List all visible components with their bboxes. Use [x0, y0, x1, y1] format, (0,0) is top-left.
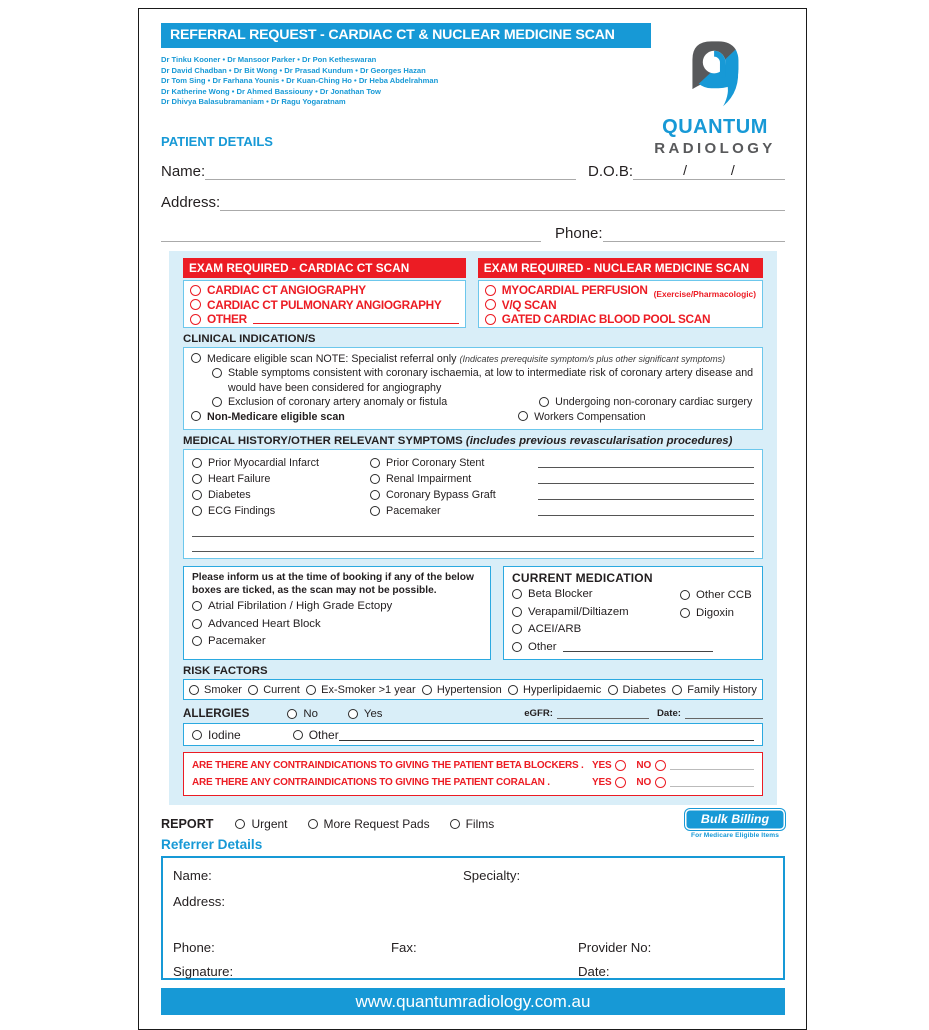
booking-medication-row: [183, 566, 763, 660]
name-label: Name:: [161, 162, 206, 180]
radio-beta-blockers-no[interactable]: [655, 760, 666, 771]
exam-cardiac-ct-section: [183, 258, 466, 328]
radio-renal-impairment[interactable]: [370, 474, 380, 484]
radio-other-ccb[interactable]: [680, 590, 690, 600]
option-label: Non-Medicare eligible scan: [207, 410, 345, 423]
radio-coralan-no[interactable]: [655, 777, 666, 788]
clinical-split-row2: [191, 410, 755, 425]
radio-workers-compensation[interactable]: [518, 411, 528, 421]
radio-coralan-yes[interactable]: [615, 777, 626, 788]
radio-hypertension[interactable]: [422, 685, 432, 695]
contraindication-coralan-row: [192, 774, 754, 791]
option-cardiac-ct-pulmonary-angiography: [190, 298, 459, 313]
option-label: Iodine: [208, 727, 241, 742]
option-label: Workers Compensation: [534, 410, 646, 423]
contra-question: ARE THERE ANY CONTRAINDICATIONS TO GIVING THE PATIENT CORALAN .: [192, 777, 550, 789]
current-medication-heading: CURRENT MEDICATION: [512, 571, 653, 586]
option-ct-other: [190, 312, 459, 327]
doctor-line: Dr Tom Sing • Dr Farhana Younis • Dr Kuan-Ching Ho • Dr Heba Abdelrahman: [161, 76, 439, 86]
allergies-box: [183, 723, 763, 746]
option-label: CARDIAC CT ANGIOGRAPHY: [207, 283, 366, 298]
ct-other-field[interactable]: [253, 314, 459, 324]
radio-atrial-fibrilation[interactable]: [192, 601, 202, 611]
history-notes-field-wide[interactable]: [192, 537, 754, 552]
option-label: Prior Myocardial Infarct: [208, 457, 320, 470]
option-gated-cardiac-blood-pool: [485, 312, 756, 327]
doctor-line: Dr Katherine Wong • Dr Ahmed Bassiouny • Dr Jonathan Tow: [161, 86, 381, 96]
contra-notes-field[interactable]: [670, 761, 754, 770]
history-notes-field-wide[interactable]: [192, 524, 754, 537]
option-label: Undergoing non-coronary cardiac surgery: [555, 396, 753, 409]
referrer-signature-label: Signature:: [173, 964, 234, 980]
radio-digoxin[interactable]: [680, 608, 690, 618]
egfr-date-label: Date:: [657, 708, 681, 720]
referrer-address-label: Address:: [173, 894, 226, 910]
option-label: Atrial Fibrilation / High Grade Ectopy: [208, 600, 393, 613]
radio-acei-arb[interactable]: [512, 624, 522, 634]
no-label: NO: [636, 760, 652, 772]
option-myocardial-perfusion: [485, 283, 756, 298]
contraindications-box: [183, 752, 763, 796]
radio-cardiac-ct-pulmonary-angiography[interactable]: [190, 299, 201, 310]
radio-diabetes-risk[interactable]: [608, 685, 618, 695]
form-title: REFERRAL REQUEST - CARDIAC CT & NUCLEAR MEDICINE SCAN: [161, 23, 651, 48]
history-heading-text: MEDICAL HISTORY/OTHER RELEVANT SYMPTOMS: [183, 435, 463, 448]
logo-wordmark: QUANTUM: [662, 116, 768, 138]
website-footer-bar: www.quantumradiology.com.au: [161, 988, 785, 1015]
referrer-date-label: Date:: [578, 964, 610, 980]
option-label: Beta Blocker: [528, 588, 593, 601]
report-heading: REPORT: [161, 817, 214, 832]
referrer-details-heading: Referrer Details: [161, 837, 263, 853]
radio-medicare-eligible[interactable]: [191, 353, 201, 363]
option-label: Prior Coronary Stent: [386, 457, 485, 470]
radio-ct-other[interactable]: [190, 314, 201, 325]
address-label: Address:: [161, 193, 221, 211]
radio-beta-blockers-yes[interactable]: [615, 760, 626, 771]
risk-factors-box: [183, 679, 763, 700]
radio-films[interactable]: [450, 819, 460, 829]
logo-subtitle: RADIOLOGY: [654, 140, 776, 157]
option-label: More Request Pads: [323, 817, 430, 832]
patient-name-row: [161, 158, 785, 180]
option-label: V/Q SCAN: [501, 297, 557, 312]
option-cardiac-ct-angiography: [190, 283, 459, 298]
radio-allergies-yes[interactable]: [348, 709, 358, 719]
option-label: GATED CARDIAC BLOOD POOL SCAN: [501, 312, 711, 327]
radio-current-smoker[interactable]: [248, 685, 258, 695]
radio-myocardial-perfusion[interactable]: [485, 285, 496, 296]
option-label: Other CCB: [696, 589, 752, 602]
option-label: Family History: [687, 683, 757, 696]
option-label: Renal Impairment: [386, 473, 472, 486]
phone-label: Phone:: [555, 224, 603, 242]
radio-medication-other[interactable]: [512, 642, 522, 652]
radio-pacemaker-history[interactable]: [370, 506, 380, 516]
yes-label: YES: [592, 760, 612, 772]
radio-urgent[interactable]: [235, 819, 245, 829]
egfr-field[interactable]: [557, 709, 649, 719]
exam-ct-header: EXAM REQUIRED - CARDIAC CT SCAN: [183, 258, 466, 278]
radio-allergy-other[interactable]: [293, 730, 303, 740]
clinical-indications-heading: CLINICAL INDICATION/S: [183, 332, 316, 345]
option-label: Pacemaker: [386, 505, 441, 518]
option-label: Coronary Bypass Graft: [386, 489, 496, 502]
logo-q-icon: [686, 96, 744, 113]
referrer-details-box[interactable]: [161, 856, 785, 980]
option-label: MYOCARDIAL PERFUSION: [501, 283, 648, 298]
stable-line1: Stable symptoms consistent with coronary ischaemia, at low to intermediate risk of coronary artery disease and: [228, 367, 754, 380]
radio-diabetes-history[interactable]: [192, 490, 202, 500]
exam-required-row: [183, 258, 763, 328]
radio-smoker[interactable]: [189, 685, 199, 695]
radio-more-request-pads[interactable]: [308, 819, 318, 829]
medicare-note: (Indicates prerequisite symptom/s plus other significant symptoms): [459, 353, 726, 364]
referrer-specialty-label: Specialty:: [463, 868, 521, 884]
exam-ct-options: [183, 280, 466, 328]
bulk-billing-badge: Bulk Billing: [685, 809, 785, 830]
dob-label: D.O.B:: [587, 162, 633, 180]
option-label: Verapamil/Diltiazem: [528, 605, 629, 618]
radio-prior-myocardial-infarct[interactable]: [192, 458, 202, 468]
history-heading-note: (includes previous revascularisation procedures): [465, 435, 733, 448]
referrer-provider-label: Provider No:: [578, 940, 652, 956]
option-label: Pacemaker: [208, 635, 266, 648]
doctor-line: Dr David Chadban • Dr Bit Wong • Dr Prasad Kundum • Dr Georges Hazan: [161, 65, 426, 75]
history-column-1: [192, 455, 370, 519]
bulk-billing-area: [685, 809, 785, 839]
option-label: Other: [308, 727, 339, 742]
option-stable-symptoms: [212, 366, 755, 395]
history-notes-field[interactable]: [538, 500, 754, 516]
doctor-line: Dr Dhivya Balasubramaniam • Dr Ragu Yogaratnam: [161, 97, 346, 107]
radio-pacemaker-booking[interactable]: [192, 636, 202, 646]
option-vq-scan: [485, 298, 756, 313]
risk-factors-heading: RISK FACTORS: [183, 665, 268, 678]
no-label: NO: [636, 777, 652, 789]
booking-warning-box: [183, 566, 491, 660]
radio-exclusion-anomaly[interactable]: [212, 397, 222, 407]
option-label: Hypertension: [436, 683, 502, 696]
yes-label: YES: [592, 777, 612, 789]
option-label: Smoker: [204, 683, 242, 696]
option-label: [228, 366, 753, 395]
contraindication-beta-blockers-row: [192, 757, 754, 774]
egfr-label: eGFR:: [524, 708, 553, 720]
exam-nm-header: EXAM REQUIRED - NUCLEAR MEDICINE SCAN: [478, 258, 763, 278]
booking-warning-text: Please inform us at the time of booking if any of the below boxes are ticked, as the scan may not be possible.: [192, 572, 474, 596]
radio-allergies-no[interactable]: [287, 709, 297, 719]
radio-ex-smoker[interactable]: [306, 685, 316, 695]
radio-iodine[interactable]: [192, 730, 202, 740]
allergies-header-row: [183, 707, 763, 720]
option-label: Other: [528, 640, 557, 653]
option-label: Advanced Heart Block: [208, 617, 321, 630]
radio-coronary-bypass-graft[interactable]: [370, 490, 380, 500]
option-label: Hyperlipidaemic: [523, 683, 602, 696]
radio-heart-failure[interactable]: [192, 474, 202, 484]
patient-details-heading: PATIENT DETAILS: [161, 133, 273, 149]
report-row: [161, 812, 785, 840]
history-column-2: [370, 455, 538, 519]
option-label: [207, 352, 725, 367]
option-non-coronary-surgery: [539, 395, 755, 410]
clinical-indications-box: [183, 347, 763, 431]
radio-hyperlipidaemic[interactable]: [508, 685, 518, 695]
current-medication-box: [503, 566, 763, 660]
medicare-label: Medicare eligible scan NOTE: Specialist referral only: [207, 352, 457, 365]
option-non-medicare: [191, 410, 518, 425]
patient-phone-row: [161, 220, 785, 242]
referrer-phone-label: Phone:: [173, 940, 215, 956]
doctor-list: [161, 55, 591, 108]
clinical-split-row1: [191, 395, 755, 410]
address-field-line2[interactable]: [161, 224, 541, 242]
option-label: ECG Findings: [208, 505, 276, 518]
option-label: Digoxin: [696, 606, 734, 619]
radio-advanced-heart-block[interactable]: [192, 619, 202, 629]
doctor-line: Dr Tinku Kooner • Dr Mansoor Parker • Dr Pon Ketheswaran: [161, 55, 377, 64]
contra-notes-field[interactable]: [670, 778, 754, 787]
bulk-billing-note: For Medicare Eligible Items: [690, 832, 780, 840]
medication-column-1: [512, 585, 680, 655]
medical-history-box: [183, 449, 763, 559]
phone-field[interactable]: [603, 224, 785, 242]
radio-non-medicare[interactable]: [191, 411, 201, 421]
option-exclusion-anomaly: [212, 395, 539, 410]
referrer-name-label: Name:: [173, 868, 212, 884]
option-label: Diabetes: [208, 489, 251, 502]
radio-beta-blocker[interactable]: [512, 589, 522, 599]
contra-question: ARE THERE ANY CONTRAINDICATIONS TO GIVING THE PATIENT BETA BLOCKERS .: [192, 760, 584, 772]
stable-line2: would have been considered for angiography: [228, 381, 442, 394]
radio-stable-symptoms[interactable]: [212, 368, 222, 378]
radio-cardiac-ct-angiography[interactable]: [190, 285, 201, 296]
allergy-other-field[interactable]: [339, 729, 754, 741]
option-label: Yes: [363, 707, 383, 720]
exam-nm-options: [478, 280, 763, 328]
option-label: Exclusion of coronary artery anomaly or fistula: [228, 396, 448, 409]
option-label: Current: [263, 683, 300, 696]
option-label: Heart Failure: [208, 473, 271, 486]
radio-non-coronary-surgery[interactable]: [539, 397, 549, 407]
option-label: ACEI/ARB: [528, 623, 582, 636]
option-label: CARDIAC CT PULMONARY ANGIOGRAPHY: [207, 297, 442, 312]
radio-vq-scan[interactable]: [485, 299, 496, 310]
radio-gated-cardiac-blood-pool[interactable]: [485, 314, 496, 325]
dob-field[interactable]: / /: [633, 162, 785, 180]
address-field[interactable]: [220, 193, 785, 211]
option-medicare-eligible: [191, 352, 755, 367]
option-label: OTHER: [207, 312, 247, 327]
egfr-date-field[interactable]: [685, 709, 763, 719]
radio-ecg-findings[interactable]: [192, 506, 202, 516]
option-label: Urgent: [251, 817, 288, 832]
radio-verapamil-diltiazem[interactable]: [512, 607, 522, 617]
form-body-band: [169, 251, 777, 806]
history-notes-field[interactable]: [538, 459, 754, 468]
referral-form-page: [138, 8, 807, 1030]
option-label: Diabetes: [622, 683, 666, 696]
quantum-radiology-logo: [642, 35, 788, 157]
allergies-heading: ALLERGIES: [183, 707, 250, 721]
exam-nuclear-medicine-section: [478, 258, 763, 328]
medication-column-2: [680, 585, 754, 655]
history-notes-field[interactable]: [538, 468, 754, 484]
referrer-fax-label: Fax:: [391, 940, 417, 956]
patient-address-row: [161, 189, 785, 211]
option-label: Ex-Smoker >1 year: [321, 683, 416, 696]
option-label: Films: [465, 817, 495, 832]
radio-family-history[interactable]: [672, 685, 682, 695]
medical-history-heading: [183, 435, 763, 447]
perfusion-note: (Exercise/Pharmacologic): [653, 289, 756, 300]
name-field[interactable]: [205, 162, 576, 180]
history-notes-field[interactable]: [538, 484, 754, 500]
option-label: No: [303, 707, 318, 720]
history-notes-lines: [538, 455, 754, 519]
radio-prior-coronary-stent[interactable]: [370, 458, 380, 468]
option-workers-compensation: [518, 410, 755, 425]
